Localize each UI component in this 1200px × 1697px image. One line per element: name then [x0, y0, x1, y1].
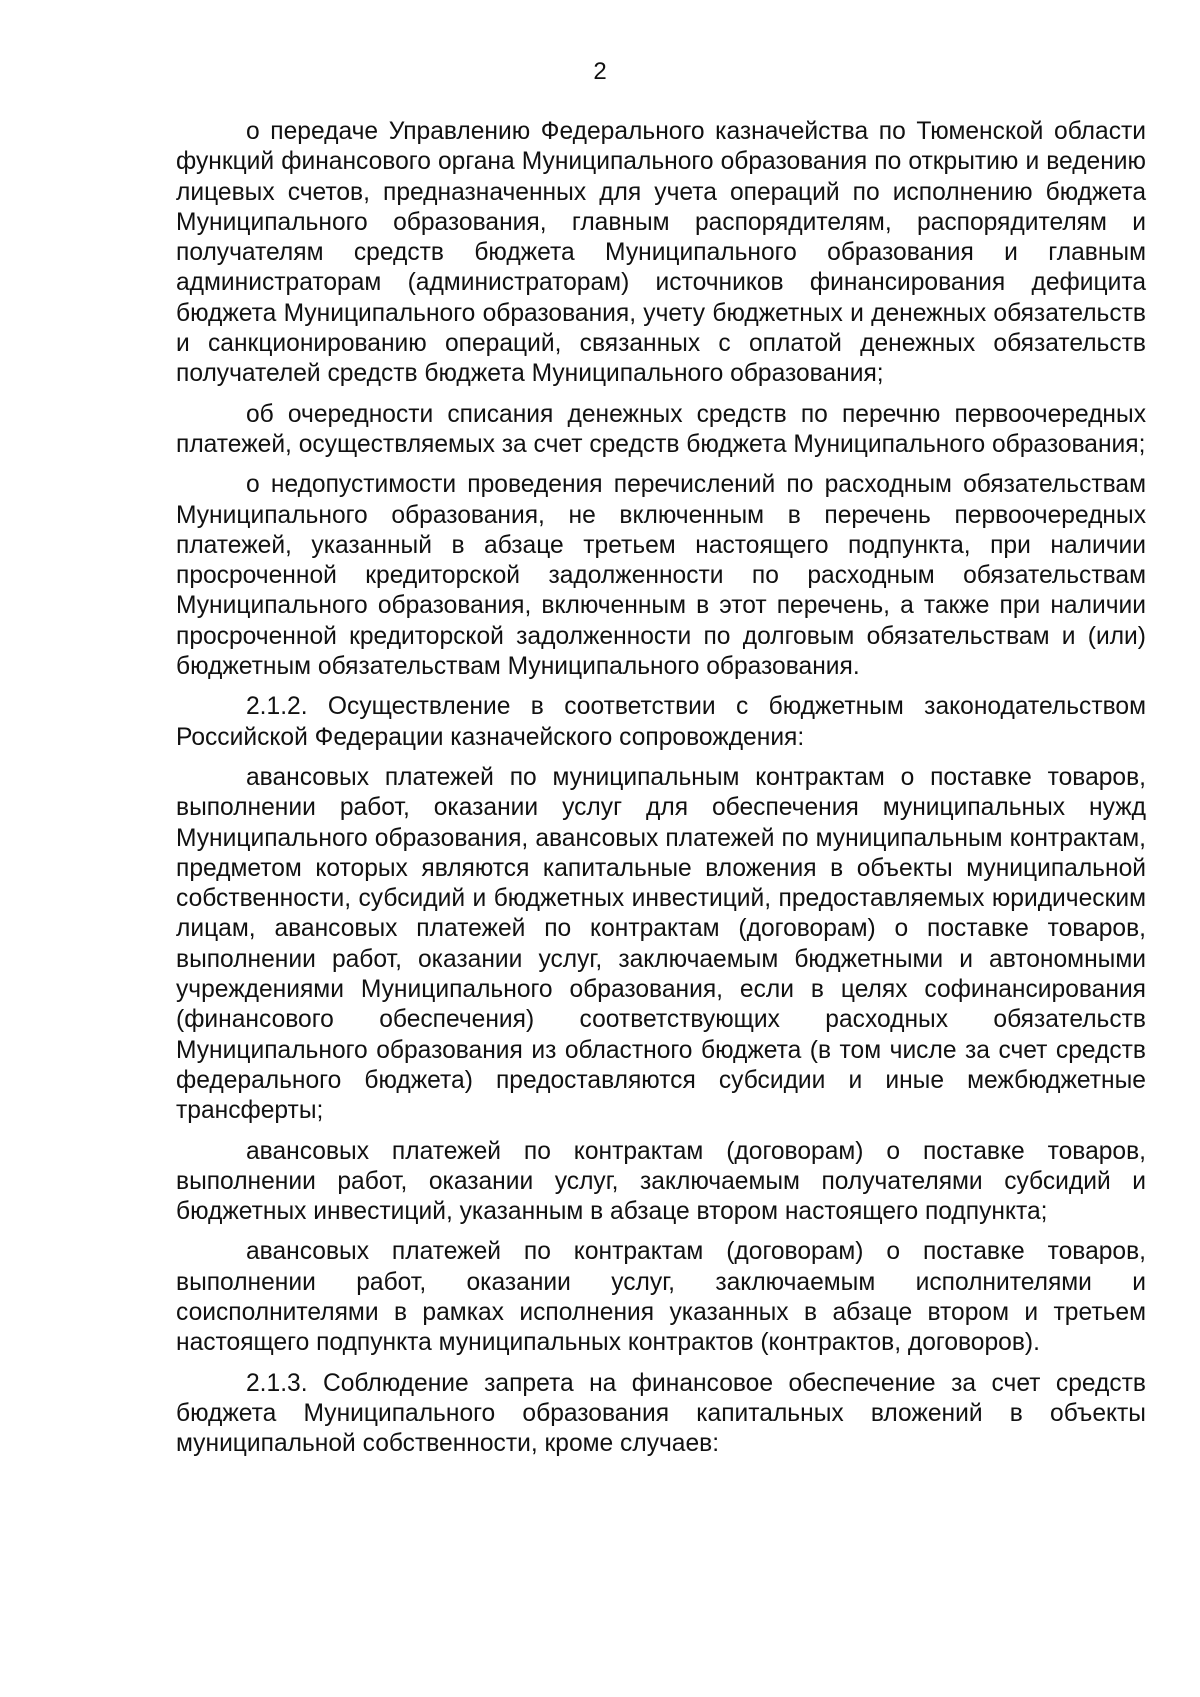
paragraph: о недопустимости проведения перечислений по расходным обязательствам Муниципального образования, не включенным в перечень первоочередных платежей, указанный в абзаце третьем настоящего подпункта, при наличии просроченной кредиторской задолженности по расходным обязательствам Муниципального образования, включенным в этот перечень, а также при наличии просроченной кредиторской задолженности по долговым обязательствам и (или) бюджетным обязательствам Муниципального образования. [176, 471, 1146, 681]
section-heading-paragraph: 2.1.3. Соблюдение запрета на финансовое обеспечение за счет средств бюджета Муниципального образования капитальных вложений в объекты муниципальной собственности, кроме случаев: [176, 1369, 1146, 1458]
paragraph: авансовых платежей по муниципальным контрактам о поставке товаров, выполнении работ, оказании услуг для обеспечения муниципальных нужд Муниципального образования, авансовых платежей по муниципальным контрактам, предметом которых являются капитальные вложения в объекты муниципальной собственности, субсидий и бюджетных инвестиций, предоставляемых юридическим лицам, авансовых платежей по контрактам (договорам) о поставке товаров, выполнении работ, оказании услуг, заключаемым бюджетными и автономными учреждениями Муниципального образования, если в целях софинансирования (финансового обеспечения) соответствующих расходных обязательств Муниципального образования из областного бюджета (в том числе за счет средств федерального бюджета) предоставляются субсидии и иные межбюджетные трансферты; [176, 763, 1146, 1125]
page-number: 2 [593, 58, 607, 85]
paragraph: авансовых платежей по контрактам (договорам) о поставке товаров, выполнении работ, оказании услуг, заключаемым получателями субсидий и бюджетных инвестиций, указанным в абзаце втором настоящего подпункта; [176, 1137, 1146, 1226]
paragraph: о передаче Управлению Федерального казначейства по Тюменской области функций финансового органа Муниципального образования по открытию и ведению лицевых счетов, предназначенных для учета операций по исполнению бюджета Муниципального образования, главным распорядителям, распорядителям и получателям средств бюджета Муниципального образования и главным администраторам (администраторам) источников финансирования дефицита бюджета Муниципального образования, учету бюджетных и денежных обязательств и санкционированию операций, связанных с оплатой денежных обязательств получателей средств бюджета Муниципального образования; [176, 118, 1146, 388]
paragraph: авансовых платежей по контрактам (договорам) о поставке товаров, выполнении работ, оказании услуг, заключаемым исполнителями и соисполнителями в рамках исполнения указанных в абзаце втором и третьем настоящего подпункта муниципальных контрактов (контрактов, договоров). [176, 1238, 1146, 1357]
section-heading-paragraph: 2.1.2. Осуществление в соответствии с бюджетным законодательством Российской Федерации казначейского сопровождения: [176, 693, 1146, 751]
paragraph: об очередности списания денежных средств по перечню первоочередных платежей, осуществляемых за счет средств бюджета Муниципального образования; [176, 400, 1146, 458]
document-body [176, 117, 1146, 1469]
